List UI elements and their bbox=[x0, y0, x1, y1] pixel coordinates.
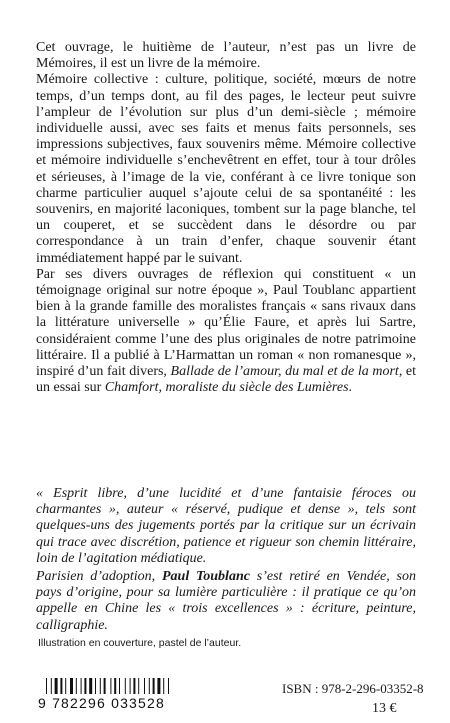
isbn: ISBN : 978-2-296-03352-8 bbox=[282, 681, 424, 696]
back-cover-text bbox=[36, 40, 416, 396]
author-bio bbox=[36, 569, 416, 634]
text-end: . bbox=[348, 380, 353, 396]
text-connector: , et un essai sur bbox=[36, 364, 417, 396]
paragraph-memory: Mémoire collective : culture, politique, société, mœurs de notre temps, d’un temps dont, au fil des pages, le lecteur peut suivre l’ampleur de l’évolution sur plus d’un demi-siècle ; mémoire individuelle aussi, avec ses faits et menus faits personnels, ses impressions subjectives, faux souvenirs même. Mémoire collective et mémoire individuelle s’enchevêtrent en effet, tour à tour drôles et sérieuses, à l’image de la vie, conférant à ce livre tonique son charme particulier auquel s’ajoute celui de sa spontanéité : les souvenirs, en majorité laconiques, tombent sur la page blanche, tel un couperet, et se succèdent dans le désordre ou par correspondance à un train d’enfer, chaque souvenir étant immédiatement happé par le suivant. bbox=[36, 72, 416, 266]
author-bio-text bbox=[36, 569, 416, 634]
paragraph-works bbox=[36, 267, 416, 397]
bio-suffix: s’est retiré en Vendée, son pays d’origine, pour sa lumière particulière : il pratique ce qu’on appelle en Chine les « trois excellences » : écriture, peinture, calligraphie. bbox=[36, 569, 416, 633]
press-quote bbox=[36, 486, 416, 567]
paragraph-intro: Cet ouvrage, le huitième de l’auteur, n’est pas un livre de Mémoires, il est un livre de la mémoire. bbox=[36, 40, 416, 72]
barcode-digits: 9 782296 033528 bbox=[38, 695, 165, 711]
paragraph-works-text: Par ses divers ouvrages de réflexion qui constituent « un témoignage original sur notre époque », Paul Toublanc appartient bien à la grande famille des moralistes français « sans rivaux dans la littérature universelle » qu’Élie Faure, et après lui Sartre, considéraient comme l’une des plus originales de notre patrimoine littéraire. Il a publié à L’Harmattan un roman « non romanesque », inspiré d’un fait divers, bbox=[36, 266, 416, 380]
press-quote-text: « Esprit libre, d’une lucidité et d’une fantaisie féroces ou charmantes », auteur « réservé, pudique et dense », tels sont quelques-uns des jugements portés par la critique sur un écrivain qui trace avec discrétion, patience et rigueur son chemin littéraire, loin de l’agitation médiatique. bbox=[36, 486, 416, 566]
bio-prefix: Parisien d’adoption, bbox=[36, 569, 162, 584]
price: 13 € bbox=[372, 701, 397, 716]
book-title-chamfort: Chamfort, moraliste du siècle des Lumières bbox=[104, 380, 349, 396]
book-title-ballade: Ballade de l’amour, du mal et de la mort bbox=[170, 364, 399, 380]
illustration-caption: Illustration en couverture, pastel de l’auteur. bbox=[38, 637, 242, 649]
author-name: Paul Toublanc bbox=[161, 569, 250, 584]
